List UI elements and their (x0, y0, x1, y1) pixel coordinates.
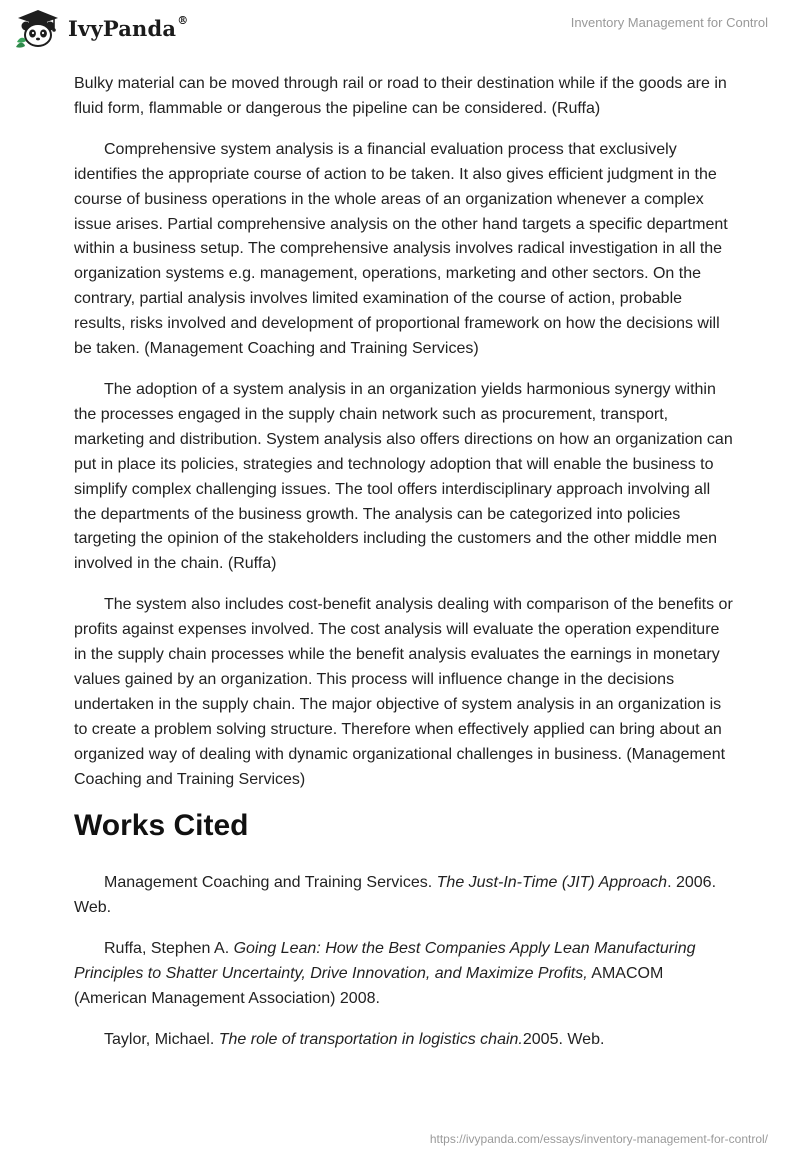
source-url-link[interactable]: https://ivypanda.com/essays/inventory-management-for-control/ (429, 1132, 768, 1146)
panda-graduate-icon (14, 8, 62, 48)
brand-name: IvyPanda® (68, 13, 189, 41)
essay-content (74, 72, 734, 1069)
document-title: Inventory Management for Control (570, 15, 768, 30)
brand-logo[interactable] (14, 8, 188, 48)
citation-entry: Taylor, Michael. The role of transportation in logistics chain.2005. Web. (104, 1031, 605, 1048)
works-cited-heading: Works Cited (74, 809, 249, 843)
citation-entry: Management Coaching and Training Services. The Just-In-Time (JIT) Approach. 2006. Web. (74, 874, 717, 917)
paragraph: The adoption of a system analysis in an organization yields harmonious synergy within the processes engaged in the supply chain network such as procurement, transport, marketing and distribution. System analysis also offers directions on how an organization can put in place its policies, strategies and technology adoption that will enable the business to simplify complex challenging issues. The tool offers interdisciplinary approach involving all the departments of the business growth. The analysis can be categorized into policies targeting the opinion of the stakeholders including the customers and the other middle men involved in the chain. (Ruffa) (74, 380, 733, 573)
page-header (0, 0, 800, 60)
paragraph: Bulky material can be moved through rail or road to their destination while if the goods are in fluid form, flammable or dangerous the pipeline can be considered. (Ruffa) (74, 75, 727, 117)
paragraph: Comprehensive system analysis is a financial evaluation process that exclusively identifies the appropriate course of action to be taken. It also gives efficient judgment in the course of business operations in the whole areas of an organization whenever a complex issue arises. Partial comprehensive analysis on the other hand targets a specific department within a business setup. The comprehensive analysis involves radical investigation in all the organization systems e.g. management, operations, marketing and other sectors. On the contrary, partial analysis involves limited examination of the course of action, probable results, risks involved and development of proportional framework on how the decisions will be taken. (Management Coaching and Training Services) (74, 140, 728, 358)
paragraph: The system also includes cost-benefit analysis dealing with comparison of the benefits or profits against expenses involved. The cost analysis will evaluate the operation expenditure in the supply chain processes while the benefit analysis evaluates the earnings in monetary values gained by an organization. This process will influence change in the decisions undertaken in the supply chain. The major objective of system analysis in an organization is to create a problem solving structure. Therefore when effectively applied can bring about an organized way of dealing with dynamic organizational challenges in business. (Management Coaching and Training Services) (74, 596, 733, 788)
citation-entry: Ruffa, Stephen A. Going Lean: How the Best Companies Apply Lean Manufacturing Principles to Shatter Uncertainty, Drive Innovation, and Maximize Profits, AMACOM (American Management Association) 2008. (74, 940, 696, 1008)
